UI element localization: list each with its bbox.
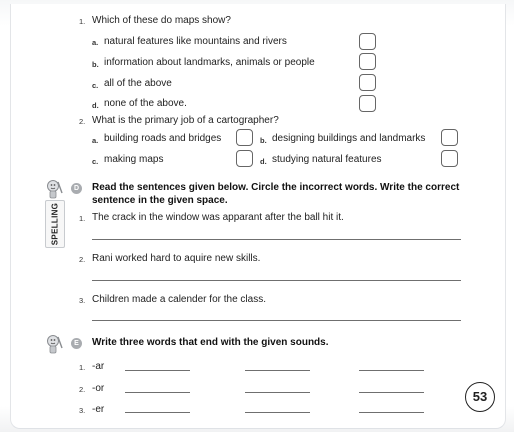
answer-line[interactable] bbox=[359, 392, 424, 393]
item-number: 1. bbox=[79, 214, 86, 223]
option-letter: c. bbox=[92, 81, 99, 90]
option-text: natural features like mountains and rivers bbox=[104, 36, 287, 47]
answer-line[interactable] bbox=[359, 370, 424, 371]
question-text: Which of these do maps show? bbox=[92, 15, 231, 26]
option-text: building roads and bridges bbox=[104, 133, 222, 144]
answer-line[interactable] bbox=[125, 412, 190, 413]
option-text: none of the above. bbox=[104, 98, 187, 109]
section-e-instruction: Write three words that end with the given sounds. bbox=[92, 337, 329, 348]
answer-line[interactable] bbox=[92, 239, 461, 240]
answer-checkbox[interactable] bbox=[359, 33, 376, 50]
item-number: 3. bbox=[79, 406, 86, 415]
item-number: 2. bbox=[79, 385, 86, 394]
answer-line[interactable] bbox=[245, 370, 310, 371]
spelling-label-text: SPELLING bbox=[50, 202, 60, 246]
section-d-badge: D bbox=[71, 183, 82, 194]
sentence-text: Children made a calender for the class. bbox=[92, 294, 266, 305]
option-letter: a. bbox=[92, 136, 99, 145]
question-text: What is the primary job of a cartographer? bbox=[92, 115, 279, 126]
option-letter: b. bbox=[260, 136, 267, 145]
answer-checkbox[interactable] bbox=[359, 53, 376, 70]
sound-label: -or bbox=[92, 383, 105, 394]
answer-checkbox[interactable] bbox=[236, 129, 253, 146]
answer-checkbox[interactable] bbox=[359, 74, 376, 91]
page-number: 53 bbox=[465, 382, 495, 412]
option-letter: d. bbox=[92, 101, 99, 110]
answer-checkbox[interactable] bbox=[359, 95, 376, 112]
option-text: information about landmarks, animals or people bbox=[104, 57, 315, 68]
option-letter: b. bbox=[92, 60, 99, 69]
option-letter: d. bbox=[260, 157, 267, 166]
answer-line[interactable] bbox=[125, 370, 190, 371]
answer-line[interactable] bbox=[92, 280, 461, 281]
section-e-badge: E bbox=[71, 338, 82, 349]
sound-label: -er bbox=[92, 404, 105, 415]
spelling-side-label bbox=[45, 200, 65, 248]
option-text: making maps bbox=[104, 154, 164, 165]
answer-line[interactable] bbox=[92, 320, 461, 321]
answer-checkbox[interactable] bbox=[441, 150, 458, 167]
sentence-text: Rani worked hard to aquire new skills. bbox=[92, 253, 261, 264]
option-letter: a. bbox=[92, 38, 99, 47]
section-d-instruction: Read the sentences given below. Circle the incorrect words. Write the correct sentence in the given space. bbox=[92, 182, 460, 206]
answer-checkbox[interactable] bbox=[441, 129, 458, 146]
answer-line[interactable] bbox=[245, 392, 310, 393]
option-text: designing buildings and landmarks bbox=[272, 133, 426, 144]
option-text: studying natural features bbox=[272, 154, 382, 165]
question-number: 1. bbox=[79, 17, 86, 26]
item-number: 1. bbox=[79, 363, 86, 372]
pencil-mascot-icon bbox=[44, 333, 64, 360]
item-number: 2. bbox=[79, 255, 86, 264]
option-text: all of the above bbox=[104, 78, 172, 89]
question-number: 2. bbox=[79, 117, 86, 126]
answer-line[interactable] bbox=[125, 392, 190, 393]
answer-checkbox[interactable] bbox=[236, 150, 253, 167]
answer-line[interactable] bbox=[245, 412, 310, 413]
option-letter: c. bbox=[92, 157, 99, 166]
answer-line[interactable] bbox=[359, 412, 424, 413]
sentence-text: The crack in the window was apparant after the ball hit it. bbox=[92, 212, 344, 223]
sound-label: -ar bbox=[92, 361, 105, 372]
item-number: 3. bbox=[79, 296, 86, 305]
